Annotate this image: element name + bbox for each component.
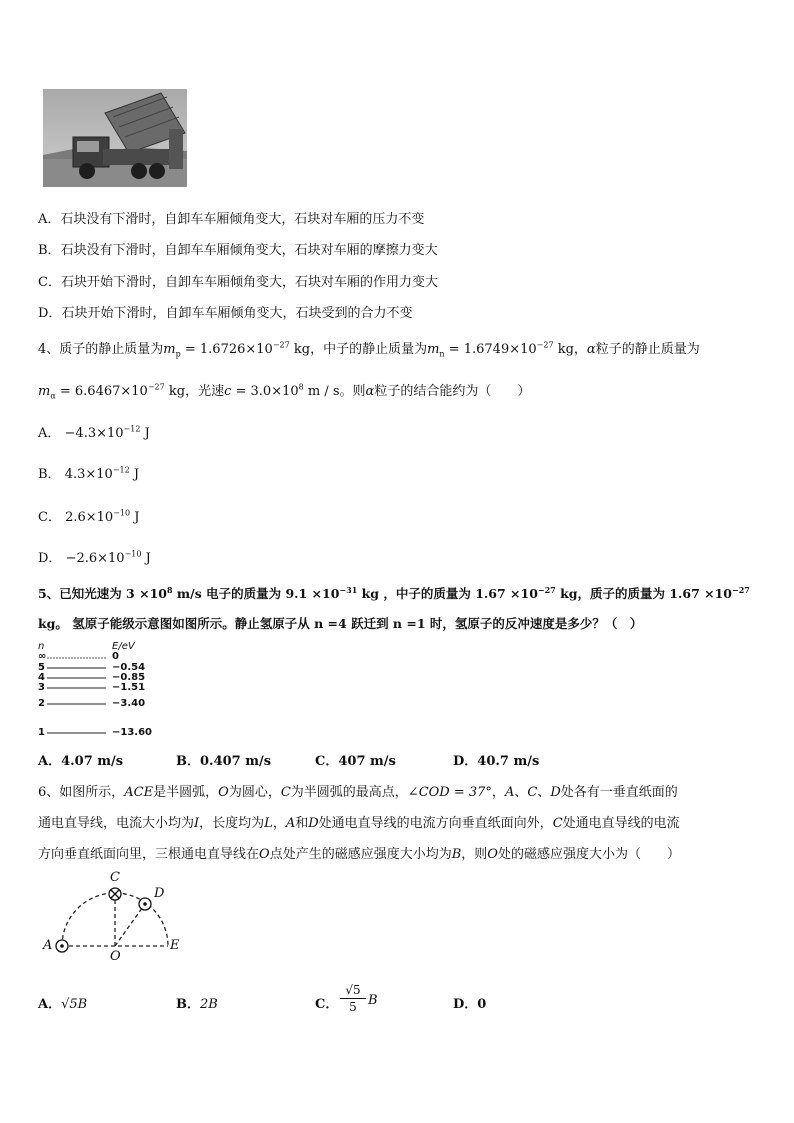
unit: J: [141, 551, 151, 566]
q5-option-text: 407 m/s: [338, 754, 396, 769]
point-label: A: [504, 785, 515, 800]
figure-label-o: O: [110, 949, 121, 964]
q6-stem-line-2: [38, 812, 680, 831]
q6-option-label: B．: [176, 997, 200, 1012]
exponent: −10: [113, 508, 131, 518]
q4-option-label: B．: [38, 467, 61, 482]
point-label: O: [218, 785, 229, 800]
question-number: 5、: [38, 586, 60, 601]
q6-text: 通电直导线，电流大小均为: [38, 816, 195, 831]
figure-label-a: A: [43, 938, 53, 953]
q6-option-c-fraction: [340, 984, 366, 1013]
q6-text: 如图所示，: [59, 785, 125, 800]
exponent: −10: [124, 549, 142, 559]
unit: J: [129, 467, 140, 482]
unit: kg: [164, 384, 186, 399]
q4-option-value: −2.6×10: [65, 551, 125, 566]
mass-subscript: α: [50, 391, 56, 401]
exponent: −27: [537, 584, 556, 595]
exponent: −27: [732, 584, 750, 595]
q4-text: 粒子的静止质量为: [595, 342, 700, 357]
arc-label: ACE: [124, 785, 154, 800]
level-energy: −3.40: [112, 698, 146, 709]
exponent: −12: [123, 424, 141, 434]
q6-text: 是半圆弧，: [153, 785, 219, 800]
q4-option-b: [38, 463, 139, 482]
q5-text: kg，质子的质量为 1.67 ×10: [555, 586, 733, 601]
q3-option-b: [38, 239, 438, 258]
fraction-numerator: √5: [340, 984, 366, 999]
angle-expression: ∠COD = 37°: [407, 785, 492, 800]
q6-option-text: B: [368, 993, 378, 1008]
neutron-mass: = 1.6749×10: [444, 342, 537, 357]
q6-option-b: [176, 993, 218, 1012]
figure-label-e: E: [170, 938, 180, 953]
q6-text: ，: [491, 785, 505, 800]
q3-option-text: 石块没有下滑时，自卸车车厢倾角变大，石块对车厢的压力不变: [60, 212, 425, 227]
exponent: −31: [339, 584, 358, 595]
q4-text: ，光速: [185, 384, 225, 399]
point-label: O: [487, 847, 498, 862]
q6-text: 处各有一垂直纸面的: [560, 785, 678, 800]
exponent: −27: [147, 382, 165, 392]
q3-option-label: C．: [38, 275, 61, 290]
q3-option-d: [38, 302, 412, 321]
q6-text: 为圆心，: [228, 785, 281, 800]
q4-text: 。则: [339, 384, 366, 399]
q5-stem-line-1: [38, 584, 750, 602]
q5-option-text: 4.07 m/s: [61, 754, 124, 769]
q5-text: kg。 氢原子能级示意图如图所示。静止氢原子从 n =4 跃迁到 n =1 时，氢原子的反冲速度是多少？（ ）: [38, 616, 643, 631]
q3-option-c: [38, 271, 438, 290]
q6-text: ，长度均为: [199, 816, 265, 831]
length-symbol: L: [264, 816, 273, 831]
point-label: C: [552, 816, 563, 831]
q6-option-text: 2B: [200, 997, 218, 1012]
q5-option-c: [315, 750, 396, 769]
q6-text: 、: [537, 785, 551, 800]
dump-truck-photo: [43, 89, 187, 187]
q3-option-a: [38, 208, 424, 227]
unit: J: [140, 426, 150, 441]
point-label: D: [308, 816, 319, 831]
unit: m / s: [303, 384, 340, 399]
q4-text: ，: [573, 342, 587, 357]
q3-option-text: 石块开始下滑时，自卸车车厢倾角变大，石块对车厢的作用力变大: [60, 275, 438, 290]
q3-option-label: D．: [38, 306, 62, 321]
q3-option-text: 石块开始下滑时，自卸车车厢倾角变大，石块受到的合力不变: [61, 306, 413, 321]
q5-option-text: 0.407 m/s: [200, 754, 272, 769]
q6-text: ，则: [461, 847, 488, 862]
q6-text: 、: [514, 785, 528, 800]
current-symbol: I: [194, 816, 200, 831]
level-energy: −13.60: [112, 727, 153, 738]
light-speed: = 3.0×10: [231, 384, 299, 399]
q5-option-b: [176, 750, 271, 769]
q5-option-label: A．: [38, 754, 62, 769]
q5-text: m/s 电子的质量为 9.1 ×10: [172, 586, 340, 601]
q6-text: 方向垂直纸面向里，三根通电直导线在: [38, 847, 260, 862]
q6-text: 为半圆弧的最高点，: [290, 785, 408, 800]
q6-option-c: [315, 993, 338, 1012]
q6-text: 处的磁感应强度大小为（ ）: [497, 847, 680, 862]
q5-option-d: [453, 750, 539, 769]
q5-option-text: 40.7 m/s: [477, 754, 540, 769]
q4-option-a: [38, 422, 150, 441]
unit: J: [130, 510, 140, 525]
figure-label-c: C: [110, 870, 120, 885]
q3-option-text: 石块没有下滑时，自卸车车厢倾角变大，石块对车厢的摩擦力变大: [60, 243, 438, 258]
q5-stem-line-2: [38, 614, 642, 632]
q6-option-label: D．: [453, 997, 478, 1012]
q5-option-label: C．: [315, 754, 339, 769]
mass-symbol: m: [163, 342, 176, 357]
q6-stem-line-1: [38, 781, 678, 800]
proton-mass: = 1.6726×10: [180, 342, 273, 357]
q6-text: 处通电直导线的电流方向垂直纸面向外，: [318, 816, 553, 831]
level-energy: −1.51: [112, 682, 146, 693]
q4-stem-line-2: [38, 380, 530, 401]
exponent: −12: [112, 465, 130, 475]
point-label: O: [259, 847, 270, 862]
q6-stem-line-3: [38, 843, 680, 862]
level-n: 4: [38, 672, 45, 683]
q4-option-value: 4.3×10: [64, 467, 113, 482]
fraction-denominator: 5: [349, 1000, 357, 1014]
q6-option-label: A．: [38, 997, 62, 1012]
q6-text: ，: [272, 816, 286, 831]
q5-text: 已知光速为 3 ×10: [59, 586, 167, 601]
unit: kg: [289, 342, 311, 357]
field-symbol: B: [451, 847, 462, 862]
question-number: 6、: [38, 785, 60, 800]
q6-text: 点处产生的磁感应强度大小均为: [269, 847, 452, 862]
q3-option-label: A．: [38, 212, 61, 227]
q6-text: 和: [295, 816, 309, 831]
mass-subscript: p: [175, 349, 181, 359]
q4-option-c: [38, 506, 139, 525]
alpha-symbol: α: [586, 342, 596, 357]
exponent: 8: [166, 584, 173, 595]
energy-level-lines: [38, 641, 158, 741]
energy-axis-label: E/eV: [112, 641, 135, 652]
q6-text: 处通电直导线的电流: [562, 816, 680, 831]
level-energy: −0.85: [112, 672, 146, 683]
figure-label-d: D: [154, 886, 165, 901]
unit: kg: [553, 342, 574, 357]
level-energy: −0.54: [112, 662, 146, 673]
q4-text: 粒子的结合能约为（ ）: [374, 384, 531, 399]
q6-option-a: [38, 993, 87, 1012]
semicircle-figure: [38, 870, 198, 965]
q4-option-label: D．: [38, 551, 62, 566]
level-n: 5: [38, 662, 45, 673]
q3-option-label: B．: [38, 243, 61, 258]
q6-option-text: √5B: [61, 997, 88, 1012]
question-number: 4、: [38, 342, 60, 357]
point-label: C: [527, 785, 538, 800]
alpha-symbol: α: [365, 384, 375, 399]
q4-text: ，中子的静止质量为: [310, 342, 428, 357]
exponent: 8: [298, 382, 304, 392]
q5-option-a: [38, 750, 123, 769]
q6-option-label: C．: [315, 997, 339, 1012]
level-n: ∞: [38, 651, 47, 662]
q5-option-label: D．: [453, 754, 478, 769]
level-n: 1: [38, 727, 45, 738]
q5-text: kg ，中子的质量为 1.67 ×10: [357, 586, 538, 601]
q4-option-value: −4.3×10: [64, 426, 124, 441]
exponent: −27: [272, 340, 290, 350]
q4-option-d: [38, 547, 151, 566]
q4-option-value: 2.6×10: [65, 510, 114, 525]
q4-stem-line-1: [38, 338, 700, 359]
mass-symbol: m: [427, 342, 440, 357]
q4-option-label: A．: [38, 426, 61, 441]
mass-subscript: n: [439, 349, 445, 359]
point-label: D: [550, 785, 561, 800]
q5-option-label: B．: [176, 754, 200, 769]
mass-symbol: m: [38, 384, 51, 399]
q4-option-label: C．: [38, 510, 61, 525]
exponent: −27: [536, 340, 554, 350]
point-label: A: [285, 816, 296, 831]
point-label: C: [280, 785, 291, 800]
q4-text: 质子的静止质量为: [59, 342, 164, 357]
alpha-mass: = 6.6467×10: [55, 384, 148, 399]
energy-level-diagram: [38, 641, 158, 741]
level-n: 3: [38, 682, 45, 693]
q6-option-text: 0: [477, 997, 487, 1012]
n-axis-label: n: [38, 641, 45, 652]
light-speed-symbol: c: [224, 384, 232, 399]
q6-option-d: [453, 993, 486, 1012]
level-n: 2: [38, 698, 45, 709]
level-energy: 0: [112, 651, 119, 662]
